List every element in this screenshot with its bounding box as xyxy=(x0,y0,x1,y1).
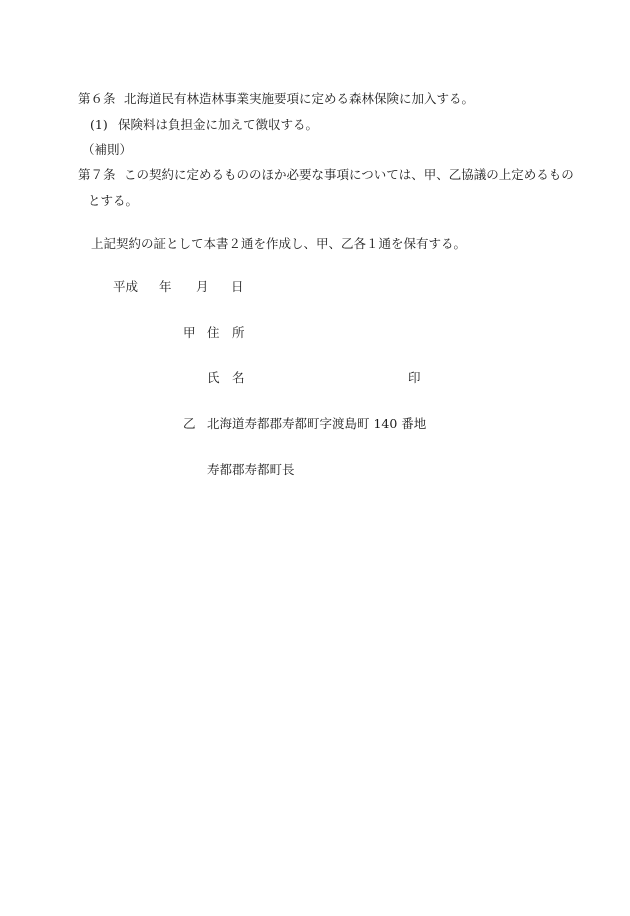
article6-text: 北海道民有林造林事業実施要項に定める森林保険に加入する。 xyxy=(124,91,475,106)
article6-item1-number: (1) xyxy=(90,117,108,132)
party-b-label: 乙 xyxy=(183,416,196,431)
article7-text-line1: この契約に定めるもののほか必要な事項については、甲、乙協議の上定めるもの xyxy=(124,167,574,182)
closing-statement: 上記契約の証として本書２通を作成し、甲、乙各１通を保有する。 xyxy=(91,236,467,251)
date-day-label: 日 xyxy=(231,279,244,294)
article6-item1-text: 保険料は負担金に加えて徴収する。 xyxy=(118,117,319,132)
party-a-name-label: 氏 名 xyxy=(207,370,245,385)
article7-heading: 第７条 xyxy=(78,167,116,182)
article7-text-line2: とする。 xyxy=(88,193,139,208)
party-b-address: 北海道寿都郡寿都町字渡島町 140 番地 xyxy=(207,416,427,431)
date-month-label: 月 xyxy=(196,279,209,294)
article6-heading: 第６条 xyxy=(78,91,116,106)
supplementary-heading: （補則） xyxy=(82,142,133,157)
date-era: 平成 xyxy=(113,279,139,294)
party-a-seal: 印 xyxy=(408,370,421,385)
date-year-label: 年 xyxy=(159,279,172,294)
party-a-address-label: 住 所 xyxy=(207,325,245,340)
party-b-title: 寿都郡寿都町長 xyxy=(207,462,295,477)
party-a-label: 甲 xyxy=(183,325,196,340)
